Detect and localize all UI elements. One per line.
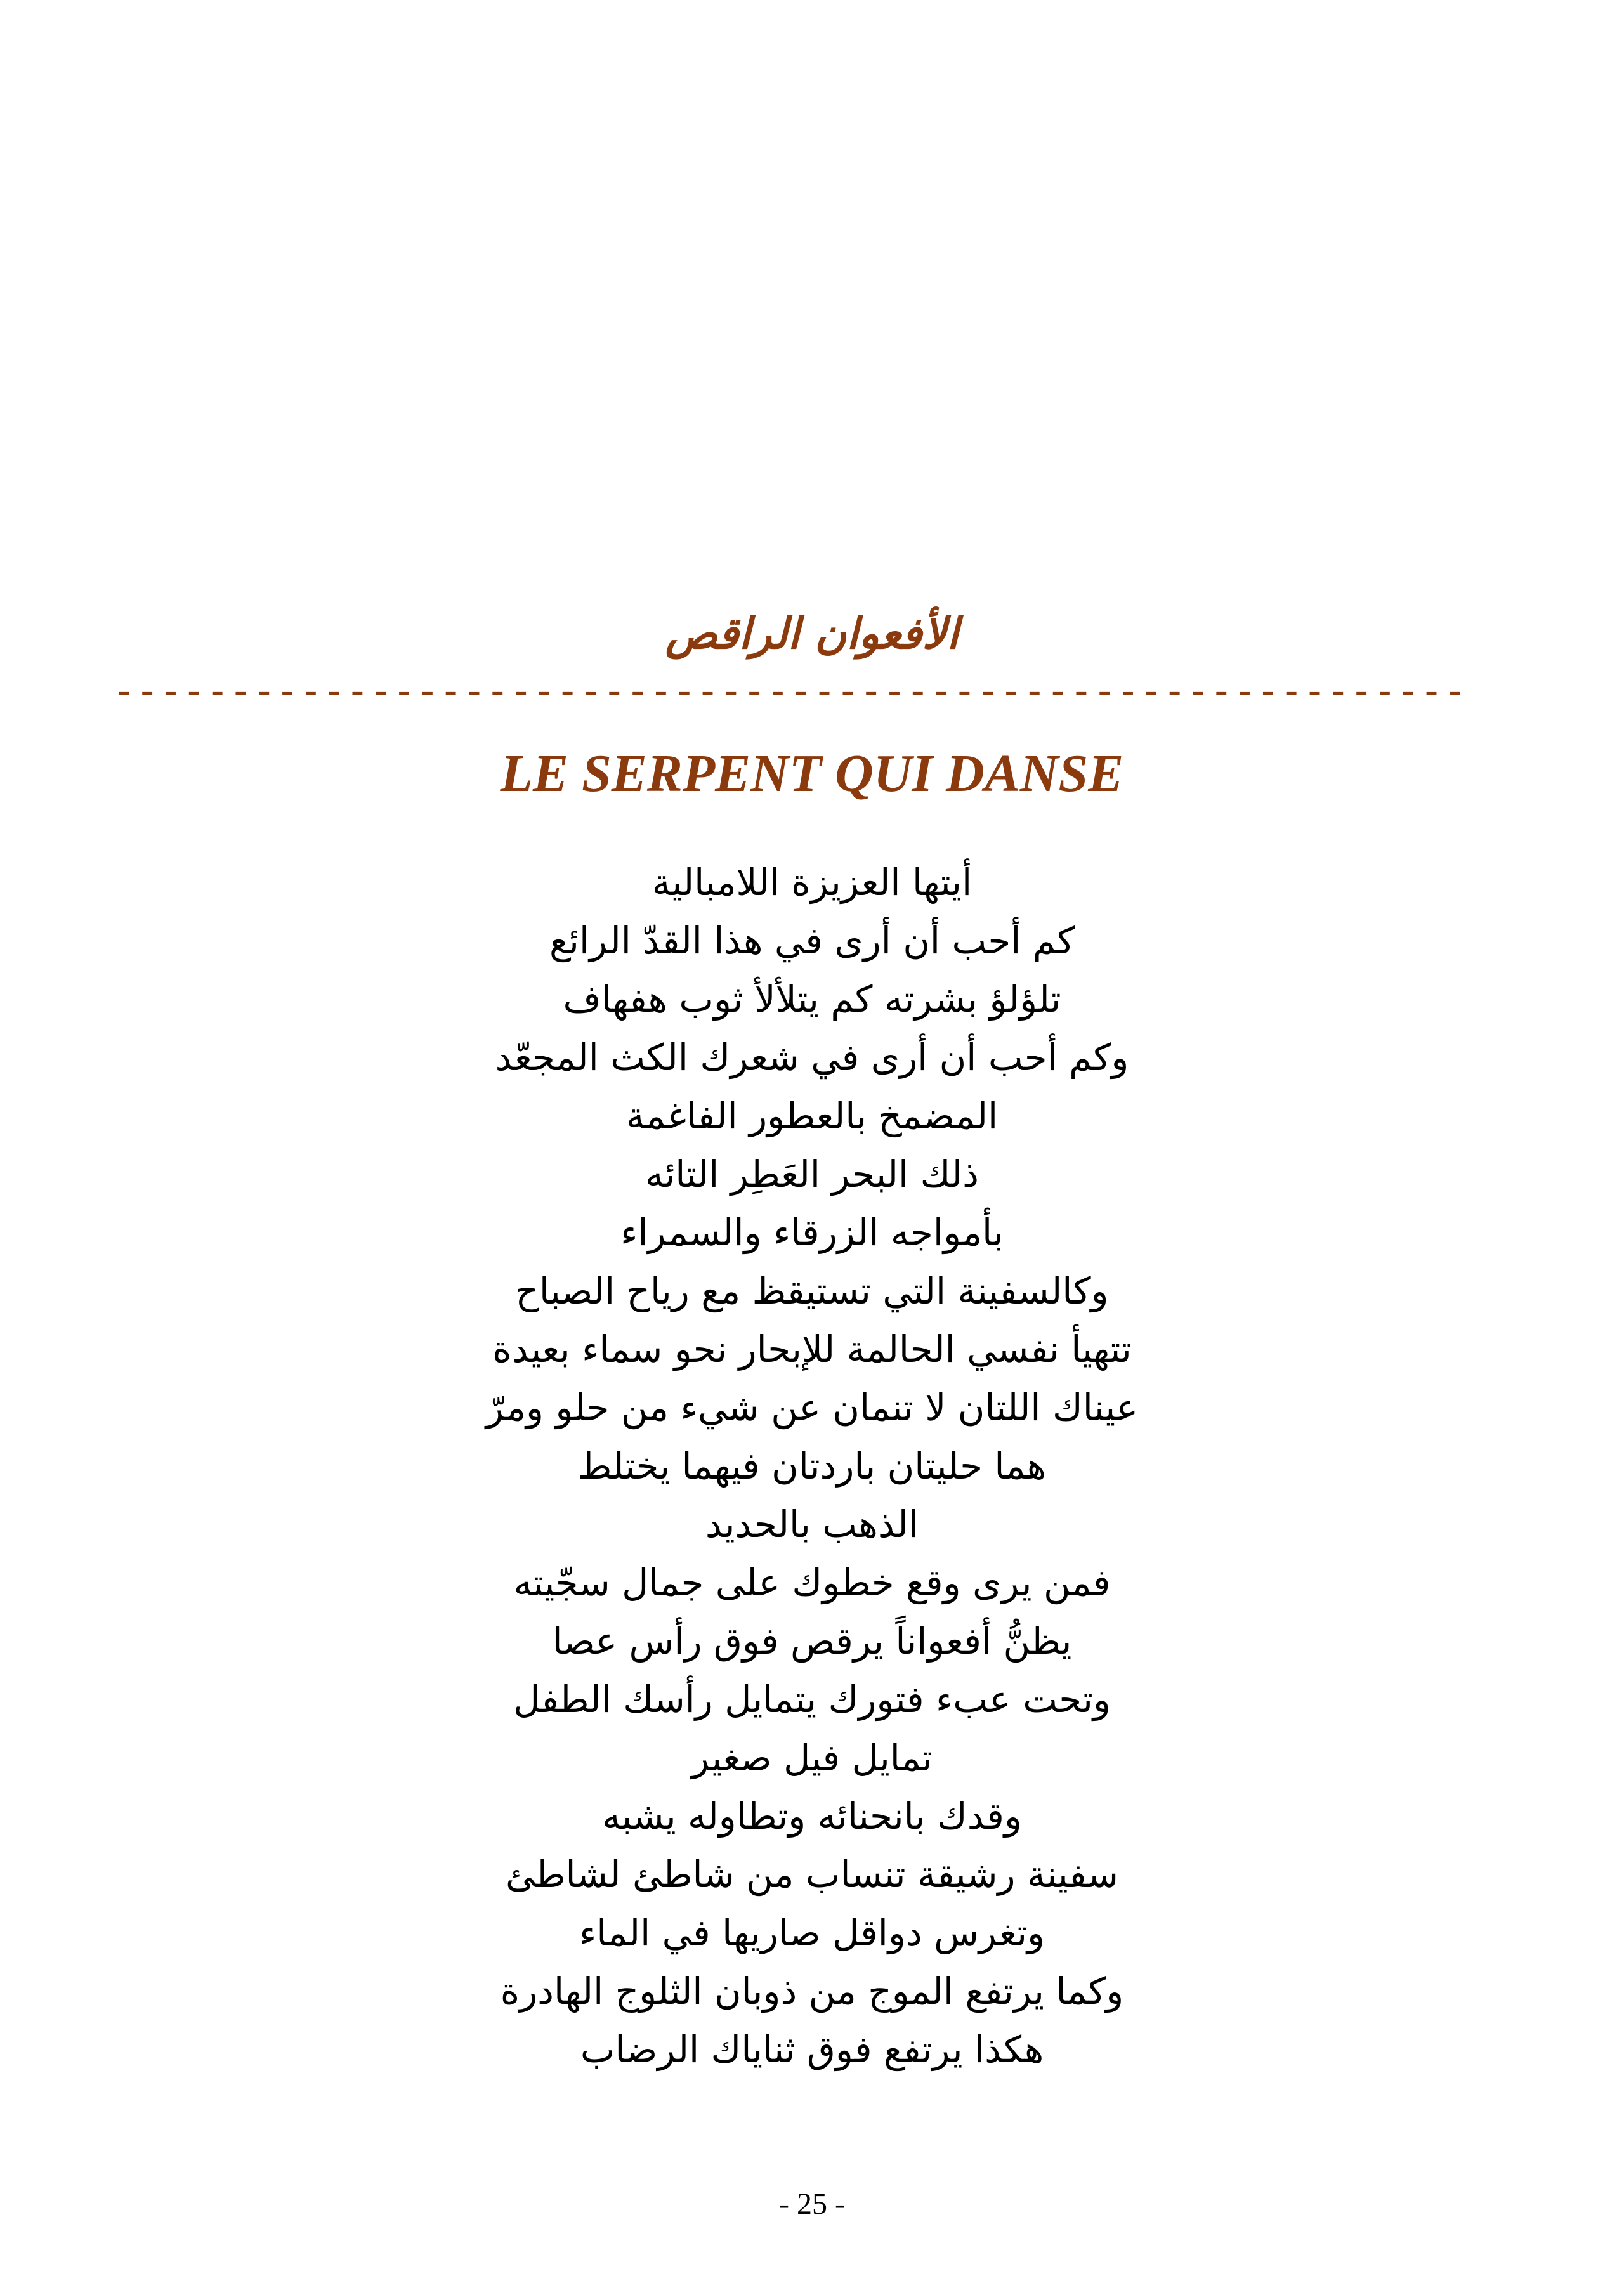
poem-line: يظنُّ أفعواناً يرقص فوق رأس عصا <box>552 1619 1072 1663</box>
poem-line: تتهيأ نفسي الحالمة للإبحار نحو سماء بعيدة <box>492 1328 1132 1371</box>
poem-line: الذهب بالحديد <box>705 1503 919 1546</box>
french-poem-title: LE SERPENT QUI DANSE <box>500 744 1124 803</box>
poem-line: ذلك البحر العَطِر التائه <box>645 1153 979 1196</box>
poem-line: هما حليتان باردتان فيهما يختلط <box>577 1444 1047 1488</box>
dashed-separator: ---------------------------------------------------------- <box>113 682 1467 707</box>
poem-line: تمايل فيل صغير <box>691 1736 933 1779</box>
poem-line: هكذا يرتفع فوق ثناياك الرضاب <box>580 2028 1044 2071</box>
poem-line: وكم أحب أن أرى في شعرك الكث المجعّد <box>495 1036 1129 1079</box>
poem-line: وتحت عبء فتورك يتمايل رأسك الطفل <box>513 1678 1111 1721</box>
poem-line: وقدك بانحنائه وتطاوله يشبه <box>602 1795 1022 1838</box>
poem-line: تلؤلؤ بشرته كم يتلألأ ثوب هفهاف <box>563 978 1061 1021</box>
poem-line: وتغرس دواقل صاريها في الماء <box>579 1911 1045 1954</box>
poem-line: وكما يرتفع الموج من ذوبان الثلوج الهادرة <box>500 1970 1124 2013</box>
poem-line: كم أحب أن أرى في هذا القدّ الرائع <box>549 919 1075 962</box>
poem-line: فمن يرى وقع خطوك على جمال سجّيته <box>513 1561 1111 1604</box>
poem-line: سفينة رشيقة تنساب من شاطئ لشاطئ <box>505 1853 1118 1896</box>
poem-line: بأمواجه الزرقاء والسمراء <box>620 1211 1004 1254</box>
poem-line: المضمخ بالعطور الفاغمة <box>625 1094 999 1137</box>
arabic-poem-title: الأفعوان الراقص <box>665 609 959 659</box>
poem-line: عيناك اللتان لا تنمان عن شيء من حلو ومرّ <box>485 1386 1139 1429</box>
page-number: - 25 - <box>779 2187 845 2221</box>
poem-body <box>0 853 1624 2079</box>
poem-line: أيتها العزيزة اللامبالية <box>652 861 972 904</box>
poem-line: وكالسفينة التي تستيقظ مع رياح الصباح <box>515 1269 1109 1312</box>
